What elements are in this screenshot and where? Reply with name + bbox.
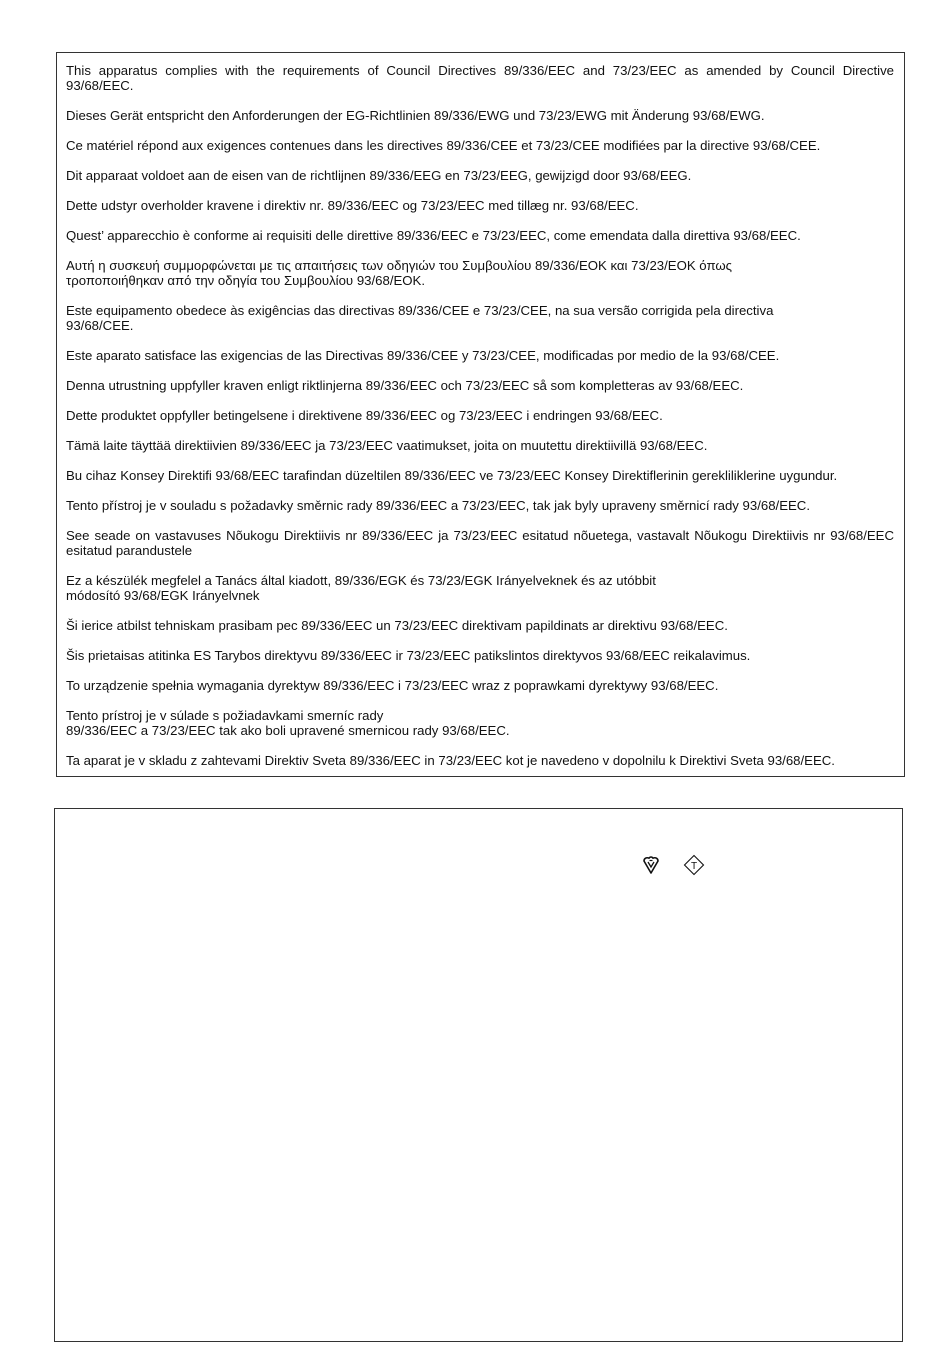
statement-slovak: Tento prístroj je v súlade s požiadavkami smerníc rady 89/336/EEC a 73/23/EEC tak ako boli upravené smernicou rady 93/68/EEC. (66, 708, 510, 738)
statement-hungarian: Ez a készülék megfelel a Tanács által kiadott, 89/336/EGK és 73/23/EGK Irányelveknek és az utóbbit módosító 93/68/EGK Irányelvnek (66, 573, 656, 603)
statement-polish: To urządzenie spełnia wymagania dyrektyw 89/336/EEC i 73/23/EEC wraz z poprawkami dyrektywy 93/68/EEC. (66, 678, 719, 693)
statement-italian: Quest’ apparecchio è conforme ai requisiti delle direttive 89/336/EEC e 73/23/EEC, come emendata dalla direttiva 93/68/EEC. (66, 228, 801, 243)
statement-swedish: Denna utrustning uppfyller kraven enligt riktlinjerna 89/336/EEC och 73/23/EEC så som kompletteras av 93/68/EEC. (66, 378, 744, 393)
blank-notes-box (54, 808, 903, 1342)
statement-english: This apparatus complies with the requirements of Council Directives 89/336/EEC and 73/23/EEC as amended by Council Directive 93/68/EEC. (66, 63, 894, 93)
statement-norwegian: Dette produktet oppfyller betingelsene i direktivene 89/336/EEC og 73/23/EEC i endringen 93/68/EEC. (66, 408, 663, 423)
statement-slovenian: Ta aparat je v skladu z zahtevami Direktiv Sveta 89/336/EEC in 73/23/EEC kot je navedeno v dopolnilu k Direktivi Sveta 93/68/EEC. (66, 753, 835, 768)
statement-turkish: Bu cihaz Konsey Direktifi 93/68/EEC tarafindan düzeltilen 89/336/EEC ve 73/23/EEC Konsey Direktiflerinin gerekliliklerine uygundur. (66, 468, 838, 483)
statement-lithuanian: Šis prietaisas atitinka ES Tarybos direktyvu 89/336/EEC ir 73/23/EEC patikslintos direktyvos 93/68/EEC reikalavimus. (66, 648, 751, 663)
bsi-kitemark-icon (640, 854, 662, 876)
statement-latvian: Ši ierice atbilst tehniskam prasibam pec 89/336/EEC un 73/23/EEC direktivam papildinats ar direktivu 93/68/EEC. (66, 618, 728, 633)
t-mark-letter: T (690, 861, 698, 872)
statement-danish: Dette udstyr overholder kravene i direktiv nr. 89/336/EEC og 73/23/EEC med tillæg nr. 93/68/EEC. (66, 198, 639, 213)
statement-czech: Tento přístroj je v souladu s požadavky směrnic rady 89/336/EEC a 73/23/EEC, tak jak byly upraveny směrnicí rady 93/68/EEC. (66, 498, 810, 513)
statement-finnish: Tämä laite täyttää direktiivien 89/336/EEC ja 73/23/EEC vaatimukset, joita on muutettu direktiivillä 93/68/EEC. (66, 438, 708, 453)
t-diamond-mark-icon (683, 854, 705, 876)
statement-german: Dieses Gerät entspricht den Anforderungen der EG-Richtlinien 89/336/EWG und 73/23/EWG mit Änderung 93/68/EWG. (66, 108, 765, 123)
statement-greek: Αυτή η συσκευή συμμορφώνεται με τις απαιτήσεις των οδηγιών του Συμβουλίου 89/336/ΕΟΚ και 73/23/ΕΟΚ όπως τροποποιήθηκαν από την οδηγία του Συμβουλίου 93/68/ΕΟΚ. (66, 258, 733, 288)
statement-estonian: See seade on vastavuses Nõukogu Direktiivis nr 89/336/EEC ja 73/23/EEC esitatud nõuetega, vastavalt Nõukogu Direktiivis nr 93/68/EEC esitatud parandustele (66, 528, 894, 558)
statement-dutch: Dit apparaat voldoet aan de eisen van de richtlijnen 89/336/EEG en 73/23/EEG, gewijzigd door 93/68/EEG. (66, 168, 692, 183)
statement-portuguese: Este equipamento obedece às exigências das directivas 89/336/CEE e 73/23/CEE, na sua versão corrigida pela directiva 93/68/CEE. (66, 303, 774, 333)
statement-french: Ce matériel répond aux exigences contenues dans les directives 89/336/CEE et 73/23/CEE modifiées par la directive 93/68/CEE. (66, 138, 821, 153)
directives-compliance-box (56, 52, 905, 777)
statement-spanish: Este aparato satisface las exigencias de las Directivas 89/336/CEE y 73/23/CEE, modificadas por medio de la 93/68/CEE. (66, 348, 780, 363)
